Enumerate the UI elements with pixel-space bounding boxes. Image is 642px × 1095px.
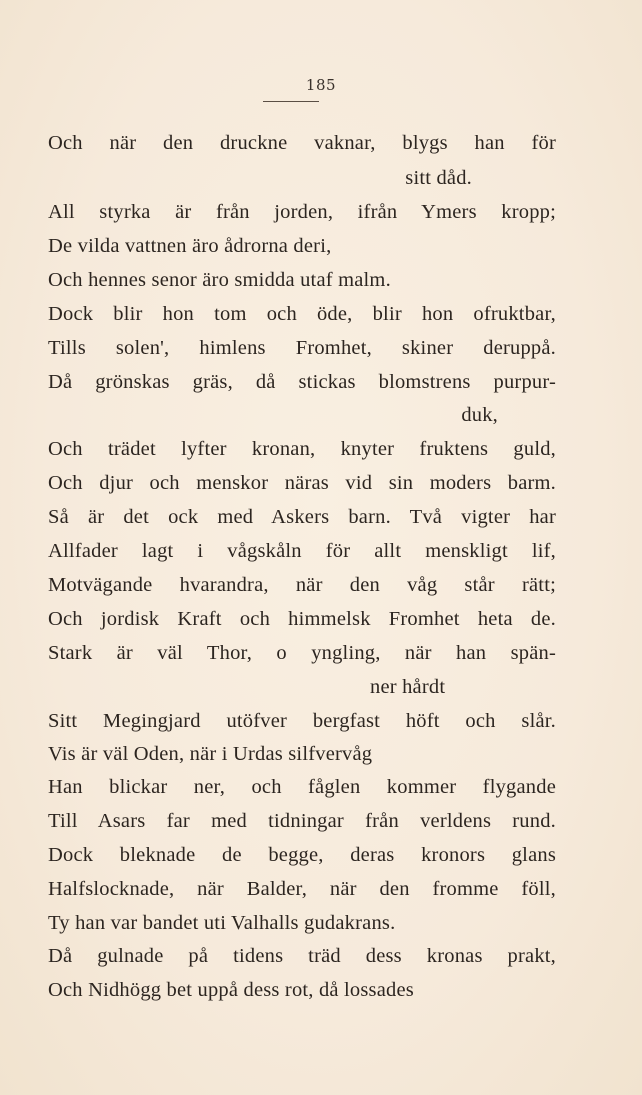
verse-line-4: De vilda vattnen äro ådrorna deri, <box>48 235 332 257</box>
verse-line-19: Vis är väl Oden, när i Urdas silfvervåg <box>48 743 373 765</box>
verse-line-22: Dock bleknade de begge, deras kronors glans <box>48 844 556 866</box>
verse-line-23: Halfslocknade, när Balder, när den fromme föll, <box>48 878 556 900</box>
verse-line-10: Och trädet lyfter kronan, knyter fruktens guld, <box>48 438 556 460</box>
verse-line-16: Stark är väl Thor, o yngling, när han spän- <box>48 642 556 664</box>
verse-line-13: Allfader lagt i vågskåln för allt menskligt lif, <box>48 540 556 562</box>
verse-line-8: Då grönskas gräs, då stickas blomstrens purpur- <box>48 371 556 393</box>
verse-line-20: Han blickar ner, och fåglen kommer flygande <box>48 776 556 798</box>
verse-line-15: Och jordisk Kraft och himmelsk Fromhet heta de. <box>48 608 556 630</box>
verse-line-7: Tills solen', himlens Fromhet, skiner deruppå. <box>48 337 556 359</box>
verse-line-11: Och djur och menskor näras vid sin moders barm. <box>48 472 556 494</box>
verse-line-14: Motvägande hvarandra, när den våg står rätt; <box>48 574 556 596</box>
verse-line-5: Och hennes senor äro smidda utaf malm. <box>48 269 391 291</box>
verse-line-12: Så är det ock med Askers barn. Två vigter har <box>48 506 556 528</box>
verse-line-25: Då gulnade på tidens träd dess kronas prakt, <box>48 945 556 967</box>
verse-line-2: sitt dåd. <box>405 167 472 189</box>
verse-line-24: Ty han var bandet uti Valhalls gudakrans. <box>48 912 396 934</box>
page-number: 185 <box>305 76 337 94</box>
verse-line-18: Sitt Megingjard utöfver bergfast höft och slår. <box>48 710 556 732</box>
verse-line-21: Till Asars far med tidningar från verldens rund. <box>48 810 556 832</box>
verse-line-17: ner hårdt <box>370 676 446 698</box>
verse-line-9: duk, <box>461 404 498 426</box>
verse-line-6: Dock blir hon tom och öde, blir hon ofruktbar, <box>48 303 556 325</box>
verse-line-1: Och när den druckne vaknar, blygs han för <box>48 132 556 154</box>
verse-line-26: Och Nidhögg bet uppå dess rot, då lossades <box>48 979 414 1001</box>
page-number-rule <box>263 101 319 102</box>
verse-line-3: All styrka är från jorden, ifrån Ymers kropp; <box>48 201 556 223</box>
